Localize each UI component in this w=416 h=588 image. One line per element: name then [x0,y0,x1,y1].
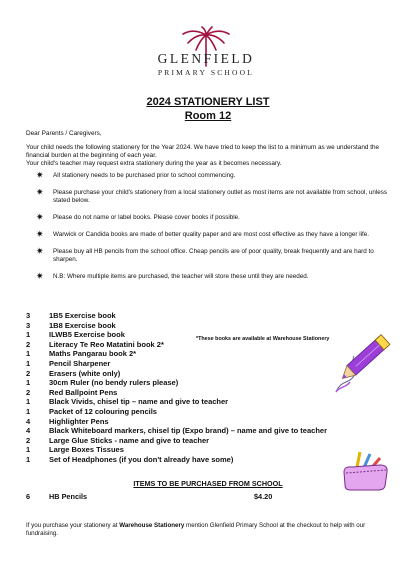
item-name: Packet of 12 colouring pencils [49,406,157,416]
item-name: Maths Pangarau book 2* [49,349,137,359]
footer-note: If you purchase your stationery at Warehouse Stationery mention Glenfield Primary School at the checkout to help with our fundraising. [26,522,366,538]
item-quantity: 4 [26,426,31,436]
warehouse-note: *These books are available at Warehouse Stationery [196,336,330,342]
school-item-quantity: 6 [26,492,31,501]
greeting: Dear Parents / Caregivers, [26,130,102,137]
item-quantity: 1 [26,330,31,340]
store-name: Warehouse Stationery [119,522,185,529]
asterisk-bullet-icon: ✷ [36,212,44,222]
item-name: Erasers (white only) [49,368,121,378]
item-name: 1B5 Exercise book [49,311,116,320]
item-quantity: 1 [26,397,31,407]
asterisk-bullet-icon: ✷ [36,246,44,256]
item-quantity: 3 [26,320,31,330]
logo-school-subtitle: PRIMARY SCHOOL [157,68,255,77]
pencil-icon [330,316,396,398]
item-name: Black Whiteboard markers, chisel tip (Expo brand) – name and give to teacher [49,426,327,436]
item-quantity: 2 [26,339,31,349]
item-name: Red Ballpoint Pens [49,387,118,397]
room-subtitle: Room 12 [184,110,232,122]
instruction-item: ✷ N.B: Where multiple items are purchased, the teacher will store these until they are needed. [36,271,309,281]
item-quantity: 1 [26,349,31,359]
school-item-name: HB Pencils [49,492,88,501]
intro-line: Your child needs the following stationery for the Year 2024. We have tried to keep the list to a minimum as we understand the financial burden at the beginning of each year. [26,144,380,159]
school-logo [136,26,276,82]
school-items-heading: ITEMS TO BE PURCHASED FROM SCHOOL [133,479,283,488]
pencil-case-illustration [340,450,390,497]
item-quantity: 2 [26,387,31,397]
list-item [26,407,406,417]
item-quantity: 2 [26,368,31,378]
list-item [26,417,406,427]
list-item [26,436,406,446]
instruction-item: ✷ Please buy all HB pencils from the school office. Cheap pencils are of poor quality, break frequently and are hard to sharpen. [36,246,374,263]
item-name: Pencil Sharpener [49,358,111,368]
instruction-item: ✷ Please do not name or label books. Please cover books if possible. [36,212,240,222]
list-item [26,426,406,436]
asterisk-bullet-icon: ✷ [36,271,44,281]
item-name: Set of Headphones (if you don't already have some) [49,454,234,464]
item-name: Large Boxes Tissues [49,445,124,455]
item-quantity: 1 [26,378,31,388]
item-quantity: 2 [26,435,31,445]
item-quantity: 3 [26,311,31,320]
instruction-item: ✷ Warwick or Candida books are made of better quality paper and are most cost effective as they have a longer life. [36,229,370,239]
item-name: Highlighter Pens [49,416,109,426]
instructions-list [36,172,392,290]
item-name: Large Glue Sticks - name and give to teacher [49,435,210,445]
page-title: 2024 STATIONERY LIST [146,96,270,108]
item-name: 30cm Ruler (no bendy rulers please) [49,378,179,388]
item-name: 1B8 Exercise book [49,320,116,330]
item-name: ILWB5 Exercise book [49,330,125,340]
asterisk-bullet-icon: ✷ [36,187,44,197]
school-item-price: $4.20 [254,492,273,501]
item-quantity: 1 [26,445,31,455]
asterisk-bullet-icon: ✷ [36,229,44,239]
item-quantity: 4 [26,416,31,426]
item-name: Black Vivids, chisel tip – name and give to teacher [49,397,229,407]
pencil-illustration [330,316,396,403]
intro-paragraph [26,144,390,168]
instruction-item: ✷ All stationery needs to be purchased prior to school commencing. [36,170,236,180]
logo-school-name: GLENFIELD [157,51,255,66]
instruction-item: ✷ Please purchase your child's stationery from a local stationery outlet as most items are not available from school, unless stated below. [36,187,388,204]
asterisk-bullet-icon: ✷ [36,170,44,180]
item-quantity: 1 [26,406,31,416]
item-quantity: 1 [26,358,31,368]
intro-line: Your child's teacher may request extra stationery during the year as it becomes necessary. [26,160,282,167]
item-name: Literacy Te Reo Matatini book 2* [49,339,164,349]
item-quantity: 1 [26,454,31,464]
